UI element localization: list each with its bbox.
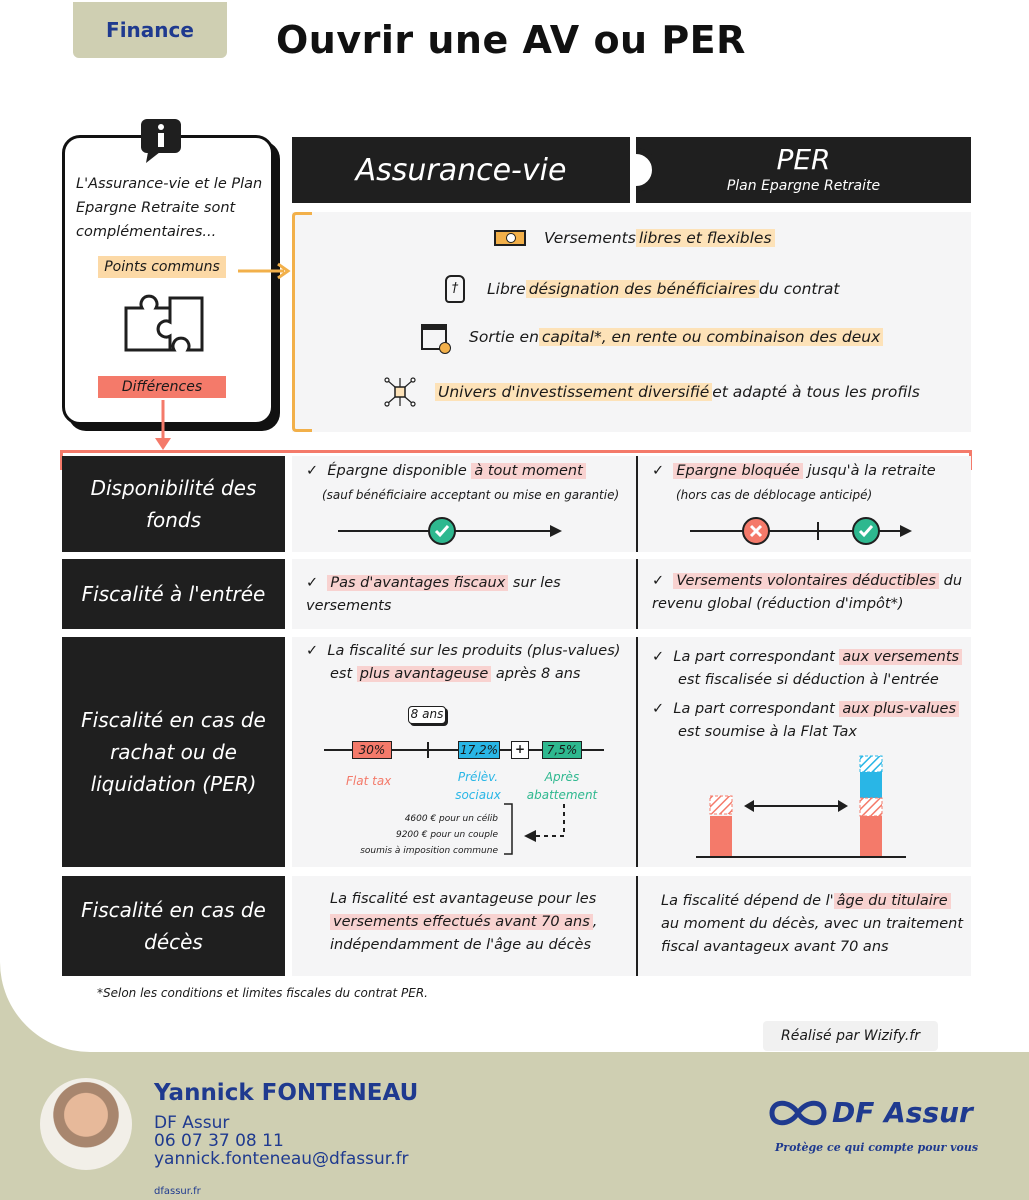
deces-per-line2: au moment du décès, avec un traitement: [661, 916, 964, 932]
header-per-title: PER: [776, 143, 831, 176]
differences-label: Différences: [98, 376, 226, 398]
common-item-4: Univers d'investissement diversifié et adapté à tous les profils: [383, 377, 920, 407]
prelevements-label: Prélèv. sociaux: [455, 770, 501, 802]
dispo-per-timeline: [688, 514, 918, 548]
deces-av-line1: La fiscalité est avantageuse pour les: [330, 891, 597, 907]
common-item-1: Versements libres et flexibles: [494, 229, 775, 247]
column-divider: [636, 876, 638, 976]
rachat-av-line2: est plus avantageuse après 8 ans: [330, 666, 581, 682]
abattement-label: Après abattement: [526, 770, 598, 802]
contact-name: Yannick FONTENEAU: [154, 1080, 419, 1106]
dispo-per-note: (hors cas de déblocage anticipé): [676, 488, 873, 502]
row-label-entree: Fiscalité à l'entrée: [62, 559, 285, 629]
dispo-per-text: ✓ Epargne bloquée jusqu'à la retraite: [652, 463, 936, 479]
deces-av-line3: indépendamment de l'âge au décès: [330, 937, 592, 953]
rachat-per-line1: ✓ La part correspondant aux versements: [652, 646, 970, 669]
flat-tax-label: Flat tax: [346, 774, 392, 788]
abattement-note-3: soumis à imposition commune: [360, 846, 498, 856]
common-item-2: † Libre désignation des bénéficiaires du contrat: [445, 275, 839, 303]
deces-per-line3: fiscal avantageux avant 70 ans: [661, 939, 889, 955]
page-title: Ouvrir une AV ou PER: [276, 18, 746, 62]
contact-phone[interactable]: 06 07 37 08 11: [154, 1131, 284, 1151]
infinity-logo-icon: [766, 1096, 830, 1130]
deces-per-line1: La fiscalité dépend de l' âge du titulaire: [661, 890, 966, 913]
abattement-value: 7,5%: [542, 741, 582, 759]
dispo-av-note: (sauf bénéficiaire acceptant ou mise en garantie): [322, 488, 620, 502]
coffin-icon: †: [445, 275, 465, 303]
eight-years-badge: 8 ans: [408, 706, 446, 724]
contact-company: DF Assur: [154, 1113, 230, 1133]
row-label-rachat: Fiscalité en cas de rachat ou de liquidation (PER): [62, 637, 285, 867]
deces-av-line2: versements effectués avant 70 ans ,: [330, 911, 630, 934]
brand-name: DF Assur: [832, 1096, 973, 1129]
header-per: [636, 137, 971, 203]
dispo-av-timeline: [336, 514, 566, 548]
contact-details: [154, 1114, 409, 1168]
arrow-down-icon: [152, 400, 174, 452]
category-tag: Finance: [73, 2, 227, 58]
abattement-note-2: 9200 € pour un couple: [395, 830, 498, 840]
money-icon: [494, 230, 526, 246]
column-divider: [636, 637, 638, 867]
points-communs-label: Points communs: [98, 256, 226, 278]
header-assurance-vie: Assurance-vie: [292, 137, 630, 203]
abattement-note-1: 4600 € pour un célib: [404, 814, 498, 824]
row-label-deces: Fiscalité en cas de décès: [62, 876, 285, 976]
arrow-right-icon: [236, 260, 294, 282]
brand-slogan: Protège ce qui compte pour vous: [775, 1141, 979, 1154]
dispo-av-text: ✓ Épargne disponible à tout moment: [306, 460, 626, 483]
header-per-subtitle: Plan Epargne Retraite: [726, 178, 881, 194]
plus-icon: +: [511, 741, 529, 759]
common-item-3: Sortie en capital*, en rente ou combinaison des deux: [421, 324, 883, 350]
rachat-per-line3: ✓ La part correspondant aux plus-values: [652, 698, 970, 721]
footnote: *Selon les conditions et limites fiscales du contrat PER.: [97, 986, 428, 1000]
website-link[interactable]: dfassur.fr: [154, 1186, 201, 1197]
prelevements-value: 17,2%: [459, 743, 499, 757]
rachat-av-line1: ✓ La fiscalité sur les produits (plus-values): [306, 643, 621, 659]
info-icon: [140, 118, 182, 164]
flat-tax-value: 30%: [352, 741, 392, 759]
common-bracket: [292, 212, 312, 432]
connector-icon: [630, 137, 670, 203]
calendar-icon: [421, 324, 447, 350]
entree-av-text: ✓ Pas d'avantages fiscaux sur les versements: [306, 575, 561, 614]
rachat-per-bar-illustration: [694, 754, 908, 860]
avatar: [40, 1078, 132, 1170]
row-label-disponibilite: Disponibilité des fonds: [62, 456, 285, 552]
abattement-arrow: [502, 800, 572, 858]
network-icon: [383, 377, 417, 407]
rachat-per-line2: est fiscalisée si déduction à l'entrée: [678, 672, 939, 688]
rachat-per-line4: est soumise à la Flat Tax: [678, 724, 857, 740]
column-divider: [636, 456, 638, 552]
puzzle-icon: [122, 290, 208, 360]
credit-badge: Réalisé par Wizify.fr: [763, 1021, 938, 1051]
contact-email[interactable]: yannick.fonteneau@dfassur.fr: [154, 1149, 409, 1169]
entree-per-text: ✓ Versements volontaires déductibles du revenu global (réduction d'impôt*): [652, 573, 963, 612]
column-divider: [636, 559, 638, 629]
intro-text: L'Assurance-vie et le Plan Epargne Retraite sont complémentaires...: [76, 176, 263, 240]
